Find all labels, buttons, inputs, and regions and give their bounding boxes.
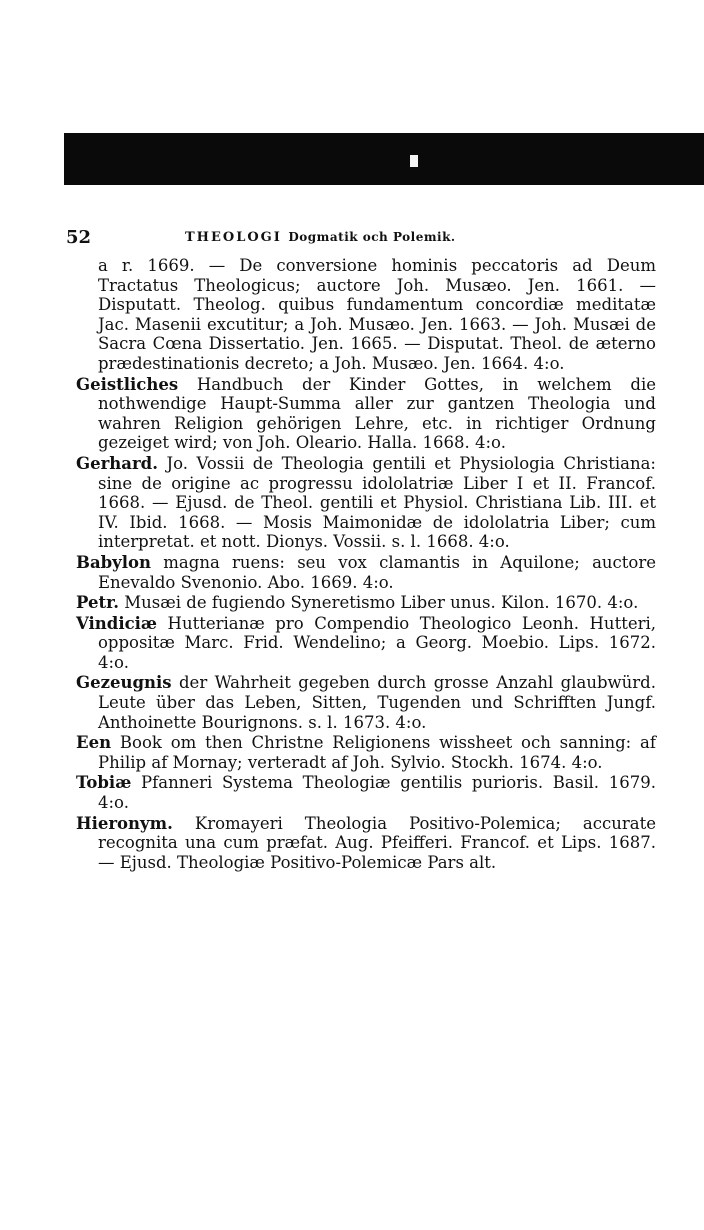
entry-text: Kromayeri Theologia Positivo-Polemica; accurate recognita una cum præfat. Aug. Pfeifferi. Francof. et Lips. 1687. — Ejusd. Theologiæ Positivo-Polemicæ Pars alt. <box>98 813 656 872</box>
bibliography-entries <box>76 256 656 872</box>
entry-text: Handbuch der Kinder Gottes, in welchem die nothwendige Haupt-Summa aller zur gantzen Theologia und wahren Religion gehörigen Lehre, etc. in richtiger Ordnung gezeiget wird; von Joh. Oleario. Halla. 1668. 4:o. <box>98 374 656 453</box>
entry-text: Musæi de fugiendo Syneretismo Liber unus. Kilon. 1670. 4:o. <box>119 593 639 613</box>
entry-text: magna ruens: seu vox clamantis in Aquilone; auctore Enevaldo Svenonio. Abo. 1669. 4:o. <box>98 552 656 592</box>
running-head <box>185 230 456 245</box>
bibliography-entry <box>76 814 656 873</box>
entry-lead: Vindiciæ <box>76 613 157 633</box>
running-head-subtitle: Dogmatik och Polemik. <box>288 230 456 244</box>
bibliography-entry <box>76 614 656 673</box>
entry-lead: Petr. <box>76 593 120 613</box>
entry-lead: Gezeugnis <box>76 673 172 693</box>
bibliography-entry <box>76 673 656 732</box>
scan-black-band <box>64 133 704 185</box>
bibliography-entry <box>76 553 656 592</box>
page-number: 52 <box>66 227 92 248</box>
entry-text: a r. 1669. — De conversione hominis peccatoris ad Deum Tractatus Theologicus; auctore Joh. Musæo. Jen. 1661. — Disputatt. Theolog. quibus fundamentum concordiæ meditatæ Jac. Masenii excutitur; a Joh. Musæo. Jen. 1663. — Joh. Musæi de Sacra Cœna Dissertatio. Jen. 1665. — Disputat. Theol. de æterno prædestinationis decreto; a Joh. Musæo. Jen. 1664. 4:o. <box>98 256 656 373</box>
entry-text: Hutterianæ pro Compendio Theologico Leonh. Hutteri, oppositæ Marc. Frid. Wendelino; a Georg. Moebio. Lips. 1672. 4:o. <box>98 613 656 672</box>
entry-lead: Tobiæ <box>76 773 132 793</box>
entry-lead: Geistliches <box>76 374 179 394</box>
entry-lead: Hieronym. <box>76 813 173 833</box>
running-head-title: THEOLOGI <box>185 230 282 245</box>
entry-text: Book om then Christne Religionens wissheet och sanning: af Philip af Mornay; verteradt af Joh. Sylvio. Stockh. 1674. 4:o. <box>98 733 656 772</box>
entry-text: Pfanneri Systema Theologiæ gentilis purioris. Basil. 1679. 4:o. <box>98 773 656 813</box>
bibliography-entry <box>76 256 656 374</box>
bibliography-entry <box>76 375 656 453</box>
band-notch <box>410 155 418 167</box>
entry-text: Jo. Vossii de Theologia gentili et Physiologia Christiana: sine de origine ac progressu idololatriæ Liber I et II. Francof. 1668. — Ejusd. de Theol. gentili et Physiol. Christiana Lib. III. et IV. Ibid. 1668. — Mosis Maimonidæ de idololatria Liber; cum interpretat. et nott. Dionys. Vossii. s. l. 1668. 4:o. <box>98 453 656 552</box>
entry-lead: Babylon <box>76 552 152 572</box>
bibliography-entry <box>76 733 656 772</box>
entry-lead: Gerhard. <box>76 453 158 473</box>
bibliography-entry <box>76 454 656 552</box>
entry-lead: Een <box>76 733 112 753</box>
entry-text: der Wahrheit gegeben durch grosse Anzahl glaubwürd. Leute über das Leben, Sitten, Tugenden und Schrifften Jungf. Anthoinette Bourignons. s. l. 1673. 4:o. <box>98 673 656 732</box>
bibliography-entry <box>76 593 656 613</box>
bibliography-entry <box>76 773 656 812</box>
